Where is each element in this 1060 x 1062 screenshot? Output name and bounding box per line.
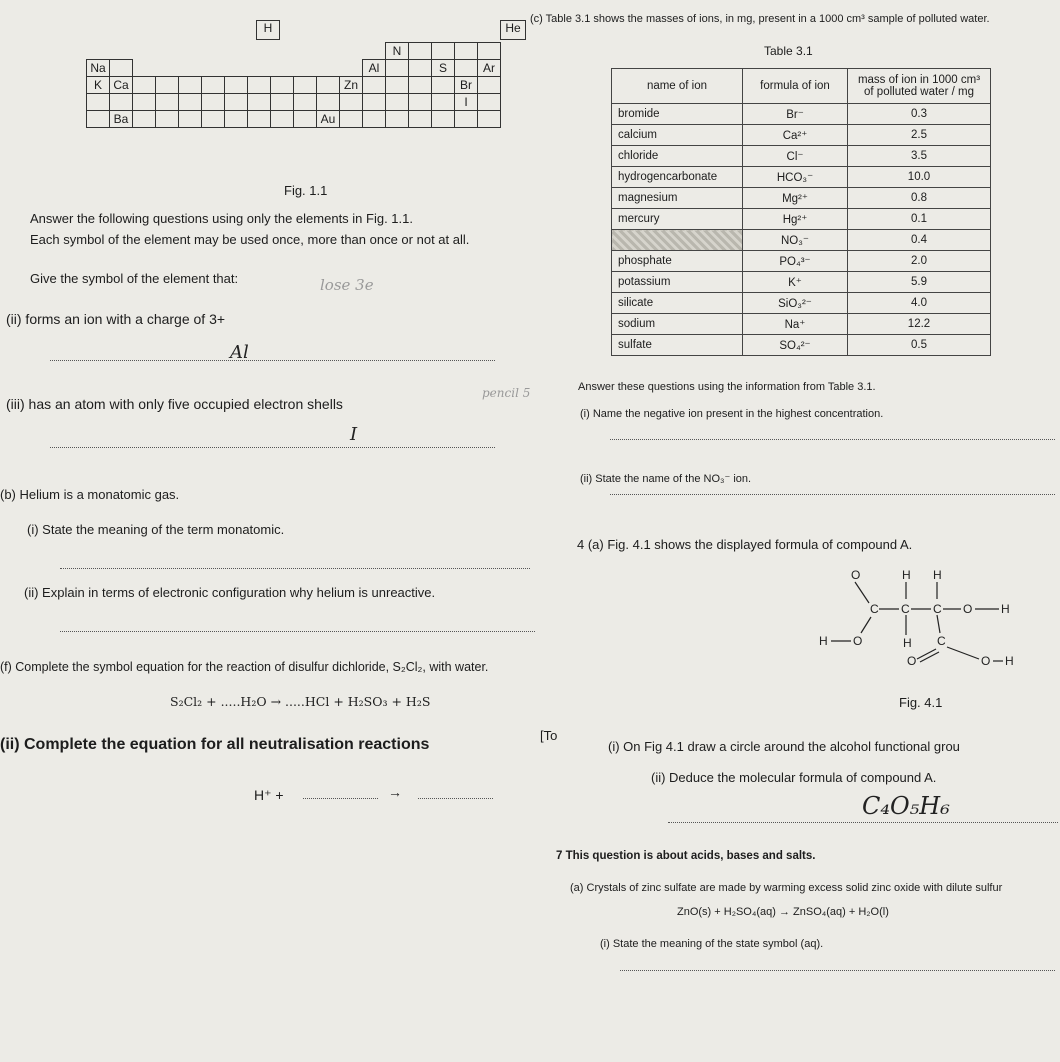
instruction-line-1: Answer the following questions using only the elements in Fig. 1.1. [30, 211, 413, 226]
answer-line-iii[interactable] [50, 447, 495, 448]
instruction-line-2: Each symbol of the element may be used once, more than once or not at all. [30, 232, 470, 247]
ion-row [612, 167, 991, 188]
atom-c-4: C [937, 634, 946, 648]
ion-mass: 12.2 [848, 314, 991, 335]
question-c-ii: (ii) State the name of the NO₃⁻ ion. [580, 473, 752, 485]
fig-1-1-caption: Fig. 1.1 [284, 183, 328, 198]
ion-formula: SiO₃²⁻ [743, 293, 848, 314]
ion-mass: 0.1 [848, 209, 991, 230]
question-b-ii: (ii) Explain in terms of electronic configuration why helium is unreactive. [24, 585, 436, 600]
answer-line-ii[interactable] [50, 360, 495, 361]
cell-au: Au [317, 111, 340, 128]
ion-row [612, 125, 991, 146]
question-4-i: (i) On Fig 4.1 draw a circle around the alcohol functional grou [608, 739, 960, 754]
ion-name: bromide [612, 104, 743, 125]
ion-row [612, 209, 991, 230]
handwritten-note-iii: pencil 5 [482, 386, 531, 400]
atom-o-bottom-right: O [981, 654, 991, 668]
question-f-equation: S₂Cl₂ + .....H₂O → .....HCl + H₂SO₃ + H₂S [170, 694, 431, 709]
give-symbol-instruction: Give the symbol of the element that: [30, 271, 239, 286]
to-mark: [To [540, 728, 558, 743]
ion-mass: 0.3 [848, 104, 991, 125]
ion-formula: Na⁺ [743, 314, 848, 335]
question-7-i: (i) State the meaning of the state symbol (aq). [600, 938, 824, 950]
ion-name: phosphate [612, 251, 743, 272]
header-name: name of ion [612, 69, 743, 104]
ion-name: magnesium [612, 188, 743, 209]
atom-h-left: H [819, 634, 828, 648]
answer-line-b-ii[interactable] [60, 631, 535, 632]
neutral-blank-1[interactable] [303, 798, 378, 799]
neutral-equation-start: H⁺ + [254, 787, 284, 803]
cell-na: Na [87, 60, 110, 77]
ion-mass: 10.0 [848, 167, 991, 188]
ion-name: calcium [612, 125, 743, 146]
cell-ca: Ca [110, 77, 133, 94]
periodic-table [86, 42, 501, 128]
cell-s: S [432, 60, 455, 77]
ion-mass: 0.4 [848, 230, 991, 251]
cell-he: He [500, 20, 526, 40]
ion-row [612, 188, 991, 209]
ion-name [612, 230, 743, 251]
ion-name: sodium [612, 314, 743, 335]
question-ii-charge: (ii) forms an ion with a charge of 3+ [6, 311, 226, 327]
question-7-equation: ZnO(s) + H₂SO₄(aq) → ZnSO₄(aq) + H₂O(l) [677, 906, 889, 918]
answer-line-b-i[interactable] [60, 568, 530, 569]
answer-line-7-i[interactable] [620, 970, 1055, 971]
ion-name: chloride [612, 146, 743, 167]
atom-o-right: O [963, 602, 973, 616]
periodic-table-figure [86, 20, 526, 190]
ion-formula: PO₄³⁻ [743, 251, 848, 272]
ion-row [612, 104, 991, 125]
question-7a: (a) Crystals of zinc sulfate are made by warming excess solid zinc oxide with dilute sulfur [570, 882, 1003, 894]
cell-al: Al [363, 60, 386, 77]
question-c-i: (i) Name the negative ion present in the highest concentration. [580, 408, 884, 420]
atom-c-1: C [870, 602, 879, 616]
ion-formula: HCO₃⁻ [743, 167, 848, 188]
cell-zn: Zn [340, 77, 363, 94]
cell-n: N [386, 43, 409, 60]
ion-formula: Br⁻ [743, 104, 848, 125]
cell-h: H [256, 20, 280, 40]
answer-line-c-ii[interactable] [610, 494, 1055, 495]
handwritten-note-ii: lose 3e [320, 276, 374, 294]
ion-name: sulfate [612, 335, 743, 356]
question-7: 7 This question is about acids, bases and salts. [556, 850, 816, 862]
ion-mass: 5.9 [848, 272, 991, 293]
question-c-intro: (c) Table 3.1 shows the masses of ions, in mg, present in a 1000 cm³ sample of polluted water. [530, 13, 990, 25]
fig-4-1-caption: Fig. 4.1 [899, 695, 943, 710]
atom-h-right: H [1001, 602, 1010, 616]
ion-formula: Ca²⁺ [743, 125, 848, 146]
atom-c-3: C [933, 602, 942, 616]
handwritten-answer-4-ii: C₄O₅H₆ [862, 792, 950, 820]
ion-formula: SO₄²⁻ [743, 335, 848, 356]
answer-line-4-ii[interactable] [668, 822, 1058, 823]
ion-name: hydrogencarbonate [612, 167, 743, 188]
table-3-1-title: Table 3.1 [764, 44, 813, 58]
neutral-blank-2[interactable] [418, 798, 493, 799]
ion-formula: K⁺ [743, 272, 848, 293]
ion-row [612, 314, 991, 335]
ion-row [612, 335, 991, 356]
cell-ar: Ar [478, 60, 501, 77]
question-b-helium: (b) Helium is a monatomic gas. [0, 487, 180, 502]
atom-o-top: O [851, 568, 861, 582]
atom-o-left: O [853, 634, 863, 648]
ion-row [612, 230, 991, 251]
cell-k: K [87, 77, 110, 94]
question-b-i: (i) State the meaning of the term monatomic. [27, 522, 285, 537]
atom-h-top-1: H [902, 568, 911, 582]
atom-o-double: O [907, 654, 917, 668]
ion-mass: 0.5 [848, 335, 991, 356]
atom-c-2: C [901, 602, 910, 616]
question-neutralisation: (ii) Complete the equation for all neutralisation reactions [0, 736, 430, 753]
ion-mass: 4.0 [848, 293, 991, 314]
question-iii-shells: (iii) has an atom with only five occupied electron shells [6, 396, 343, 412]
header-formula: formula of ion [743, 69, 848, 104]
cell-br: Br [455, 77, 478, 94]
neutral-arrow: → [388, 784, 402, 800]
ion-row [612, 272, 991, 293]
ion-row [612, 251, 991, 272]
question-4a: 4 (a) Fig. 4.1 shows the displayed formula of compound A. [577, 537, 913, 552]
compound-a-structure [815, 565, 1035, 675]
ion-formula: Mg²⁺ [743, 188, 848, 209]
ion-mass: 2.0 [848, 251, 991, 272]
ion-name: silicate [612, 293, 743, 314]
ion-formula: Hg²⁺ [743, 209, 848, 230]
ion-row [612, 146, 991, 167]
atom-h-bottom-right: H [1005, 654, 1014, 668]
ion-mass: 3.5 [848, 146, 991, 167]
ion-mass: 2.5 [848, 125, 991, 146]
header-mass: mass of ion in 1000 cm³ of polluted water / mg [848, 69, 991, 104]
ion-name: potassium [612, 272, 743, 293]
handwritten-answer-ii: Al [230, 342, 249, 363]
cell-i: I [455, 94, 478, 111]
question-f-intro: (f) Complete the symbol equation for the reaction of disulfur dichloride, S₂Cl₂, with water. [0, 660, 489, 674]
ion-formula: Cl⁻ [743, 146, 848, 167]
cell-ba: Ba [110, 111, 133, 128]
atom-h-top-2: H [933, 568, 942, 582]
handwritten-answer-iii: I [350, 424, 358, 445]
ion-name: mercury [612, 209, 743, 230]
ion-row [612, 293, 991, 314]
atom-h-bottom: H [903, 636, 912, 650]
ion-mass: 0.8 [848, 188, 991, 209]
answer-table-instruction: Answer these questions using the information from Table 3.1. [578, 381, 876, 393]
question-4-ii: (ii) Deduce the molecular formula of compound A. [651, 770, 937, 785]
ion-table [611, 68, 991, 356]
ion-formula: NO₃⁻ [743, 230, 848, 251]
answer-line-c-i[interactable] [610, 439, 1055, 440]
